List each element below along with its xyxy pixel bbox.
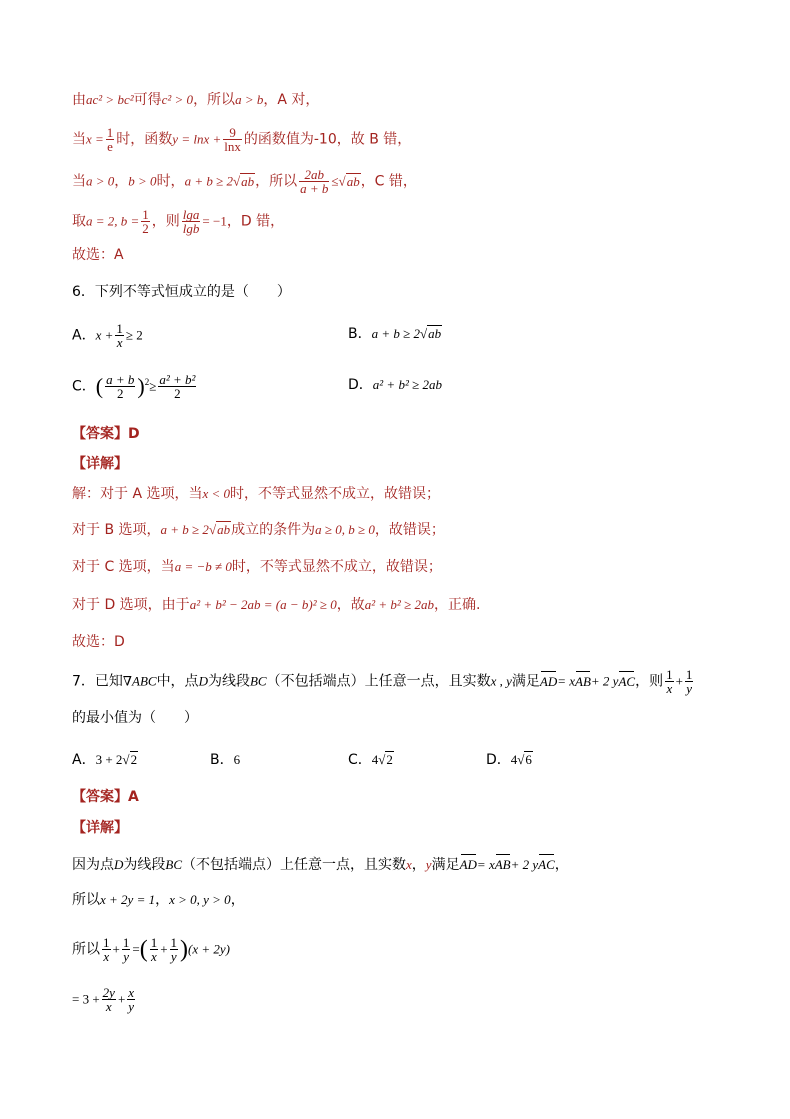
fraction	[182, 208, 201, 235]
prev-line-3: 当a > 0，b > 0时，a + b ≥ 2√ab，所以 $\frac{2ab}{a + b}$ ≤√ab，C 错，	[72, 167, 417, 196]
q7-option-d: D．4√6	[486, 752, 532, 768]
option-label: A．	[72, 327, 96, 344]
text: ，D 错，	[226, 213, 285, 230]
math: ≥ 2	[125, 327, 143, 343]
radicand: 2	[386, 752, 393, 767]
math: =	[132, 941, 140, 957]
q7-option-c: C．4√2	[348, 752, 393, 768]
text: 可得	[133, 92, 162, 108]
q7-stem-line-1	[72, 668, 695, 695]
math: a² + b² ≥ 2ab	[372, 377, 442, 392]
text: 7．已知	[72, 673, 123, 690]
vector-ac: AC	[538, 855, 555, 875]
option-label: C．	[72, 378, 96, 395]
math: x , y	[490, 673, 512, 689]
numerator: 1	[685, 667, 693, 682]
denominator: lgb	[182, 221, 200, 236]
numerator: 1	[150, 935, 158, 950]
option-label: C．	[348, 752, 372, 768]
fraction	[299, 168, 329, 195]
text: 时，函数	[116, 131, 173, 148]
q6-option-b: B．a + b ≥ 2√ab	[348, 326, 442, 342]
denominator: 2	[117, 386, 124, 402]
q6-step-1	[72, 484, 440, 504]
text: 时，	[156, 173, 185, 190]
math: a > b	[235, 92, 264, 107]
numerator: 2y	[102, 985, 115, 1000]
denominator: x	[151, 949, 157, 964]
math: x + 2y = 1	[100, 892, 156, 907]
math: ∇ABC	[122, 673, 157, 689]
q7-answer: 【答案】A	[72, 789, 139, 805]
vector-ad: AD	[540, 672, 557, 692]
denominator: x	[666, 681, 673, 696]
numerator: 1	[103, 935, 110, 950]
math: + 2 y	[510, 857, 539, 872]
denominator: a + b	[300, 181, 329, 196]
math: 3 + 2	[95, 752, 123, 767]
text: 满足	[511, 673, 540, 690]
numerator: 1	[142, 207, 149, 222]
math: a = 2, b =	[86, 213, 140, 229]
q6-option-c: C．( $\frac{a + b}{2}$ )$^2$≥ $\frac{\text{a² + b²}}{2}$	[72, 372, 196, 402]
text: （不包括端点）上任意一点，且实数	[182, 857, 407, 873]
text: ，	[230, 892, 245, 908]
numerator: x	[128, 985, 135, 1000]
text: 时，不等式显然不成立，故错误；	[231, 559, 442, 575]
math: a² + b² ≥ 2ab	[364, 597, 434, 612]
q6-step-3	[72, 557, 442, 577]
math: x > 0, y > 0	[169, 892, 231, 907]
text: 对于 C 选项，当	[72, 559, 175, 575]
math: +	[675, 673, 683, 689]
numerator: 1	[106, 125, 114, 140]
denominator: e	[107, 139, 113, 154]
q6-answer: 【答案】D	[72, 426, 140, 442]
text: 满足	[431, 857, 460, 873]
denominator: x	[103, 949, 110, 964]
q7-detail-heading: 【详解】	[72, 820, 128, 836]
q7-step-4	[72, 986, 137, 1013]
text: 所以	[72, 892, 100, 908]
math: a + b ≥ 2	[371, 326, 421, 341]
denominator: x	[105, 999, 112, 1014]
text: ，	[411, 857, 426, 873]
text: 中，点	[156, 673, 199, 690]
numerator: 9	[223, 126, 242, 140]
text: 取	[72, 213, 86, 230]
math: = 3 +	[72, 991, 100, 1007]
vector-ab: AB	[575, 672, 591, 692]
fraction	[105, 373, 135, 400]
fraction	[102, 986, 116, 1013]
fraction	[106, 126, 115, 153]
text: 成立的条件为	[231, 522, 316, 538]
denominator: y	[128, 999, 135, 1014]
text: 当	[72, 131, 86, 148]
radicand: ab	[217, 522, 231, 537]
math: D	[198, 673, 208, 689]
text: 解：对于 A 选项，当	[72, 486, 203, 502]
q7-step-2	[72, 890, 245, 910]
text: 当	[72, 173, 86, 190]
q7-step-1	[72, 855, 569, 875]
denominator: 2	[142, 221, 149, 236]
radicand: ab	[241, 173, 255, 189]
text: 对于 D 选项，由于	[72, 597, 190, 613]
math: +	[117, 991, 126, 1007]
radicand: ab	[428, 326, 442, 341]
text: 因为点	[72, 857, 114, 873]
prev-conclusion: 故选：A	[72, 247, 124, 263]
q7-stem-line-2: 的最小值为（ ）	[72, 710, 198, 726]
numerator: lga	[182, 207, 200, 222]
fraction	[223, 126, 242, 153]
math: +	[112, 941, 120, 957]
math: D	[114, 857, 124, 872]
math: +	[160, 941, 168, 957]
math: a² + b² − 2ab = (a − b)² ≥ 0	[189, 597, 337, 612]
radicand: 6	[525, 752, 532, 767]
fraction	[122, 936, 131, 963]
text: 由	[72, 92, 86, 108]
denominator: x	[116, 335, 123, 350]
prev-line-1	[72, 90, 319, 110]
fraction	[665, 668, 674, 695]
math: a ≥ 0, b ≥ 0	[315, 522, 375, 537]
text: 的函数值为-10，故 B 错，	[243, 131, 412, 148]
denominator: lnx	[224, 139, 241, 154]
text: （不包括端点）上任意一点，且实数	[266, 673, 491, 690]
text: ，所以	[255, 173, 298, 190]
text: ，故错误；	[374, 522, 445, 538]
text: ，则	[151, 213, 180, 230]
option-label: A．	[72, 752, 96, 768]
fraction	[170, 936, 179, 963]
option-label: B．	[210, 752, 234, 768]
numerator: 1	[116, 321, 123, 336]
prev-line-4	[72, 208, 284, 235]
fraction	[158, 373, 196, 400]
option-label: D．	[348, 377, 373, 393]
numerator: 1	[666, 667, 673, 682]
text: ，C 错，	[360, 173, 417, 190]
math: y	[425, 857, 432, 872]
prev-line-2	[72, 126, 411, 153]
math: a > 0	[86, 173, 115, 189]
numerator: a + b	[106, 372, 135, 388]
text: 为线段	[123, 857, 166, 873]
math: x +	[95, 327, 114, 343]
text: ，则	[635, 673, 664, 690]
exponent: 2	[144, 377, 150, 387]
denominator: y	[686, 681, 693, 696]
denominator: y	[123, 949, 129, 964]
text: 所以	[72, 941, 100, 958]
text: ，故	[336, 597, 365, 613]
math: ≥	[149, 378, 157, 394]
fraction	[115, 322, 124, 349]
numerator: a² + b²	[159, 372, 196, 388]
radicand: ab	[346, 173, 360, 189]
text: ，A 对，	[263, 92, 320, 108]
vector-ab: AB	[495, 855, 511, 875]
math: 4	[371, 752, 379, 767]
text: ，	[114, 173, 129, 190]
radicand: 2	[130, 752, 138, 767]
math: y = lnx +	[172, 131, 222, 147]
q6-stem: 6．下列不等式恒成立的是（ ）	[72, 284, 291, 300]
fraction	[127, 986, 135, 1013]
text: ，	[155, 892, 170, 908]
math: BC	[249, 673, 267, 689]
q6-conclusion: 故选：D	[72, 634, 125, 650]
text: 为线段	[207, 673, 250, 690]
math: BC	[165, 857, 183, 872]
math: 4	[510, 752, 518, 767]
denominator: y	[170, 949, 177, 964]
math: 6	[233, 752, 241, 767]
text: ，	[554, 857, 569, 873]
q6-option-a	[72, 322, 143, 349]
option-label: B．	[348, 326, 372, 342]
fraction	[141, 208, 150, 235]
math: a + b ≥ 2	[184, 173, 233, 189]
vector-ac: AC	[618, 672, 635, 692]
denominator: 2	[174, 386, 181, 402]
q7-option-b	[210, 750, 240, 770]
text: ，正确.	[433, 597, 481, 613]
q6-detail-heading: 【详解】	[72, 456, 128, 472]
math: (x + 2y)	[188, 941, 231, 957]
text: 对于 B 选项，	[72, 522, 161, 538]
q6-step-2: 对于 B 选项，a + b ≥ 2√ab成立的条件为a ≥ 0, b ≥ 0，故错误；	[72, 522, 445, 538]
numerator: 1	[122, 935, 130, 950]
q7-step-3: 所以 $\frac{1}{x}$ + $\frac{1}{y}$ =( $\frac{1}{x}$ + $\frac{1}{y}$ )(x + 2y)	[72, 935, 231, 964]
math: x =	[86, 131, 104, 147]
math: b > 0	[128, 173, 157, 189]
math: = x	[557, 673, 576, 689]
text: 时，不等式显然不成立，故错误；	[230, 486, 441, 502]
math: a + b ≥ 2	[160, 522, 209, 537]
math: ac² > bc²	[86, 92, 134, 107]
math: x < 0	[202, 486, 231, 501]
math: + 2 y	[590, 673, 619, 689]
vector-ad: AD	[460, 855, 477, 875]
q7-option-a: A．3 + 2√2	[72, 752, 138, 768]
math: x	[406, 857, 412, 872]
math: = −1	[202, 213, 227, 229]
math: = x	[476, 857, 495, 872]
math: c² > 0	[161, 92, 194, 107]
q6-option-d	[348, 375, 442, 395]
text: ，所以	[193, 92, 236, 108]
q6-step-4	[72, 595, 480, 615]
math: a = −b ≠ 0	[174, 559, 232, 574]
fraction	[150, 936, 159, 963]
math: ≤	[331, 173, 339, 189]
numerator: 2ab	[299, 168, 329, 182]
fraction	[102, 936, 111, 963]
numerator: 1	[170, 935, 178, 950]
fraction	[685, 668, 694, 695]
option-label: D．	[486, 752, 511, 768]
